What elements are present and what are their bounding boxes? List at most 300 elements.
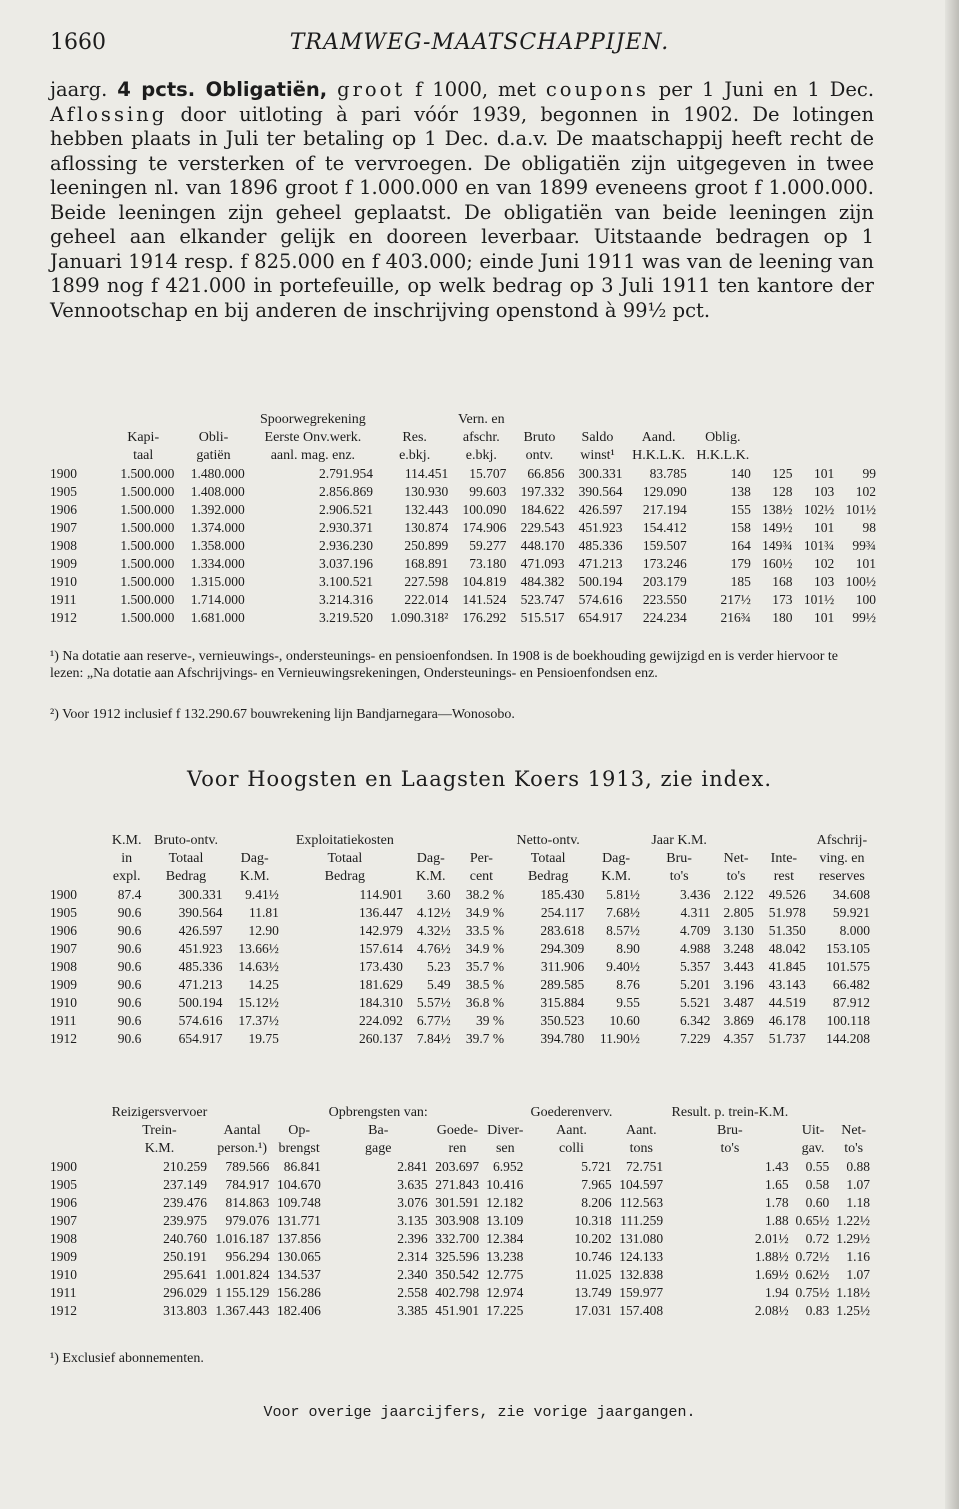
value-cell: 101½	[803, 592, 835, 607]
value-cell: 11.90½	[599, 1031, 640, 1046]
spaced-word-aflossing: Aflossing	[50, 102, 168, 126]
value-cell: 130.065	[277, 1249, 321, 1264]
year-cell: 1906	[50, 923, 77, 938]
value-cell: 137.856	[277, 1231, 321, 1246]
table-row	[50, 591, 880, 609]
value-cell: 12.775	[486, 1267, 524, 1282]
value-cell: 174.906	[462, 520, 507, 535]
value-cell: 451.901	[435, 1303, 480, 1318]
header-cell: Dag-	[416, 851, 445, 866]
value-cell: 12.90	[248, 923, 279, 938]
year-cell: 1905	[50, 484, 77, 499]
value-cell: 229.543	[520, 520, 565, 535]
value-cell: 1.500.000	[120, 520, 175, 535]
value-cell: 4.12½	[416, 905, 451, 920]
value-cell: 87.912	[832, 995, 870, 1010]
value-cell: 216¾	[720, 610, 751, 625]
value-cell: 101	[813, 466, 835, 481]
value-cell: 5.521	[679, 995, 711, 1010]
value-cell: 4.357	[723, 1031, 754, 1046]
header-cell	[793, 1104, 834, 1122]
header-cell: Diver-	[487, 1123, 524, 1138]
value-cell: 3.869	[723, 1013, 754, 1028]
value-cell: 1.090.318²	[390, 610, 449, 625]
value-cell: 2.841	[397, 1159, 428, 1174]
value-cell: 185	[730, 574, 751, 589]
header-cell: H.K.L.K.	[632, 448, 686, 463]
value-cell: 73.180	[469, 556, 507, 571]
value-cell: 8.206	[581, 1195, 612, 1210]
value-cell: 1.480.000	[190, 466, 245, 481]
header-cell: Per-	[469, 851, 493, 866]
table-header-row	[50, 832, 874, 850]
header-cell	[833, 1104, 874, 1122]
table-row	[50, 886, 874, 904]
table-row	[50, 1248, 874, 1266]
value-cell: 11.81	[248, 905, 279, 920]
header-cell	[50, 1104, 108, 1122]
value-cell: 153.105	[826, 941, 870, 956]
year-cell: 1905	[50, 905, 77, 920]
value-cell: 10.416	[486, 1177, 524, 1192]
value-cell: 98	[862, 520, 876, 535]
value-cell: 132.838	[619, 1267, 664, 1282]
intro-text-3: door uitloting à pari vóór 1939, begonnen in 1902. De lotingen hebben plaats in Juli ter betaling op 1 Dec. d.a.v. De maatschappij heeft recht de aflossing te versterken of te vervroegen. De obligatiën zijn uitgegeven in twee leeningen nl. van 1896 groot f 1.000.000 en van 1899 eveneens groot f 1.000.000. Beide leeningen zijn geheel geplaatst. De obligatiën van beide leeningen zijn geheel aan elkander gelijk en dooreen leverbaar. Uitstaande bedragen op 1 Januari 1914 resp. f 825.000 en f 403.000; einde Juni 1911 was van de leening van 1899 nog f 421.000 in portefeuille, op welk bedrag op 3 Juli 1911 ten kantore der Vennootschap en bij anderen de inschrijving openstond à 99½ pct.	[50, 102, 874, 322]
value-cell: 5.81½	[606, 887, 640, 902]
value-cell: 1.500.000	[120, 466, 175, 481]
value-cell: 394.780	[540, 1031, 585, 1046]
value-cell: 4.709	[679, 923, 711, 938]
value-cell: 1.07	[846, 1177, 870, 1192]
value-cell: 1.016.187	[215, 1231, 270, 1246]
value-cell: 109.748	[277, 1195, 321, 1210]
value-cell: 104.670	[277, 1177, 321, 1192]
value-cell: 240.760	[163, 1231, 207, 1246]
year-cell: 1912	[50, 1031, 77, 1046]
header-cell: Reizigersvervoer	[111, 1105, 208, 1120]
header-cell: e.bkj.	[465, 448, 497, 463]
value-cell: 1.392.000	[190, 502, 245, 517]
value-cell: 90.6	[117, 959, 142, 974]
value-cell: 1.69½	[754, 1267, 789, 1282]
value-cell: 9.55	[616, 995, 640, 1010]
index-reference-heading: Voor Hoogsten en Laagsten Koers 1913, zie index.	[186, 767, 773, 791]
value-cell: 111.259	[620, 1213, 664, 1228]
header-cell: Aand.	[641, 430, 676, 445]
value-cell: 390.564	[578, 484, 623, 499]
value-cell: 34.9 %	[465, 905, 505, 920]
value-cell: 654.917	[578, 610, 623, 625]
value-cell: 2.558	[397, 1285, 428, 1300]
header-cell: winst¹	[580, 448, 615, 463]
header-cell: Aant.	[625, 1123, 657, 1138]
year-cell: 1900	[50, 466, 77, 481]
value-cell: 114.901	[359, 887, 403, 902]
value-cell: 448.170	[520, 538, 565, 553]
value-cell: 289.585	[540, 977, 585, 992]
value-cell: 46.178	[768, 1013, 806, 1028]
value-cell: 296.029	[163, 1285, 207, 1300]
value-cell: 315.884	[540, 995, 585, 1010]
value-cell: 87.4	[117, 887, 142, 902]
intro-text-2: per 1 Juni en 1 Dec.	[658, 78, 875, 101]
value-cell: 6.952	[493, 1159, 524, 1174]
value-cell: 1.94	[765, 1285, 789, 1300]
value-cell: 0.83	[805, 1303, 830, 1318]
value-cell: 90.6	[117, 977, 142, 992]
table-header-row	[50, 1104, 874, 1122]
value-cell: 0.72½	[795, 1249, 830, 1264]
value-cell: 784.917	[225, 1177, 270, 1192]
value-cell: 0.60	[805, 1195, 830, 1210]
value-cell: 99	[862, 466, 876, 481]
header-cell: Bedrag	[165, 869, 207, 884]
value-cell: 300.331	[178, 887, 223, 902]
header-cell: K.M.	[601, 869, 631, 884]
header-cell: to's	[844, 1141, 864, 1156]
value-cell: 1.500.000	[120, 574, 175, 589]
value-cell: 350.523	[540, 1013, 585, 1028]
header-cell	[377, 411, 452, 429]
table-header-row	[50, 411, 880, 429]
value-cell: 1.001.824	[215, 1267, 270, 1282]
value-cell: 59.277	[469, 538, 507, 553]
value-cell: 300.331	[578, 466, 623, 481]
header-cell: ving. en	[819, 851, 865, 866]
table-row	[50, 940, 874, 958]
header-cell	[50, 447, 108, 465]
value-cell: 7.84½	[416, 1031, 451, 1046]
spaced-word-groot: groot	[337, 78, 406, 101]
value-cell: 100½	[845, 574, 876, 589]
value-cell: 14.25	[248, 977, 279, 992]
header-cell: K.M.	[415, 869, 446, 884]
value-cell: 283.618	[540, 923, 585, 938]
table-header-row	[50, 447, 880, 465]
value-cell: 4.76½	[416, 941, 451, 956]
value-cell: 0.72	[805, 1231, 830, 1246]
header-cell: Obli-	[198, 430, 229, 445]
header-cell	[227, 832, 283, 850]
year-cell: 1906	[50, 502, 77, 517]
header-cell	[211, 1104, 273, 1122]
value-cell: 3.076	[397, 1195, 428, 1210]
header-cell: expl.	[112, 869, 141, 884]
value-cell: 332.700	[435, 1231, 480, 1246]
table-row	[50, 501, 880, 519]
page-edge-shadow	[945, 0, 959, 1509]
value-cell: 1.374.000	[190, 520, 245, 535]
value-cell: 2.856.869	[319, 484, 374, 499]
value-cell: 574.616	[178, 1013, 223, 1028]
table-row	[50, 573, 880, 591]
value-cell: 197.332	[520, 484, 565, 499]
header-cell	[588, 832, 644, 850]
header-cell: rest	[773, 869, 794, 884]
header-cell	[616, 1104, 668, 1122]
header-cell: Totaal	[327, 851, 363, 866]
value-cell: 101	[813, 610, 835, 625]
value-cell: 149½	[762, 520, 793, 535]
value-cell: 2.340	[397, 1267, 428, 1282]
intro-word: jaarg.	[50, 78, 108, 101]
header-cell: Oblig.	[705, 430, 741, 445]
table-row	[50, 1012, 874, 1030]
value-cell: 17.37½	[238, 1013, 279, 1028]
header-cell: ren	[448, 1141, 467, 1156]
value-cell: 10.202	[574, 1231, 612, 1246]
header-cell: Op-	[288, 1123, 311, 1138]
value-cell: 129.090	[642, 484, 687, 499]
table-header-row	[50, 1140, 874, 1158]
header-cell	[108, 411, 178, 429]
value-cell: 210.259	[163, 1159, 207, 1174]
value-cell: 1 155.129	[215, 1285, 270, 1300]
value-cell: 181.629	[359, 977, 403, 992]
header-cell: Jaar K.M.	[651, 833, 707, 848]
value-cell: 15.707	[469, 466, 507, 481]
value-cell: 44.519	[768, 995, 806, 1010]
header-cell: K.M.	[144, 1141, 175, 1156]
value-cell: 36.8 %	[465, 995, 505, 1010]
value-cell: 130.930	[404, 484, 449, 499]
value-cell: 2.936.230	[319, 538, 374, 553]
header-cell: Totaal	[530, 851, 566, 866]
year-cell: 1909	[50, 556, 77, 571]
value-cell: 10.60	[609, 1013, 640, 1028]
header-cell: taal	[133, 448, 154, 463]
value-cell: 138½	[762, 502, 793, 517]
header-cell: to's	[720, 1141, 740, 1156]
value-cell: 102	[813, 556, 835, 571]
value-cell: 402.798	[435, 1285, 480, 1300]
value-cell: 168	[772, 574, 793, 589]
header-cell: to's	[726, 869, 746, 884]
value-cell: 1.88½	[754, 1249, 789, 1264]
value-cell: 101.575	[826, 959, 870, 974]
header-cell: Saldo	[581, 430, 614, 445]
header-cell: reserves	[819, 869, 865, 884]
value-cell: 144.208	[826, 1031, 870, 1046]
value-cell: 3.037.196	[319, 556, 374, 571]
running-header: TRAMWEG-MAATSCHAPPIJEN.	[289, 30, 670, 55]
value-cell: 10.746	[574, 1249, 612, 1264]
table-row	[50, 609, 880, 627]
value-cell: 132.443	[404, 502, 449, 517]
value-cell: 156.286	[277, 1285, 321, 1300]
year-cell: 1907	[50, 520, 77, 535]
header-cell: Uit-	[801, 1123, 825, 1138]
header-cell: aanl. mag. enz.	[270, 448, 356, 463]
header-cell: ontv.	[525, 448, 554, 463]
value-cell: 17.031	[574, 1303, 612, 1318]
value-cell: 38.2 %	[465, 887, 505, 902]
value-cell: 182.406	[277, 1303, 321, 1318]
table-header-row	[50, 1122, 874, 1140]
year-cell: 1908	[50, 538, 77, 553]
year-cell: 1908	[50, 1231, 77, 1246]
value-cell: 1.334.000	[190, 556, 245, 571]
table-row	[50, 1212, 874, 1230]
header-cell: K.M.	[111, 833, 142, 848]
value-cell: 1.315.000	[190, 574, 245, 589]
value-cell: 484.382	[520, 574, 565, 589]
value-cell: 1.88	[765, 1213, 789, 1228]
header-cell	[432, 1104, 484, 1122]
value-cell: 38.5 %	[465, 977, 505, 992]
year-cell: 1905	[50, 1177, 77, 1192]
value-cell: 1.07	[846, 1267, 870, 1282]
header-cell: Totaal	[168, 851, 204, 866]
value-cell: 8.57½	[606, 923, 640, 938]
value-cell: 101¾	[803, 538, 835, 553]
header-cell: Net-	[841, 1123, 867, 1138]
value-cell: 90.6	[117, 1013, 142, 1028]
value-cell: 0.58	[805, 1177, 830, 1192]
value-cell: 103	[813, 574, 835, 589]
table-header-row	[50, 429, 880, 447]
header-cell: Dag-	[240, 851, 269, 866]
value-cell: 112.563	[619, 1195, 664, 1210]
value-cell: 2.805	[723, 905, 754, 920]
value-cell: 34.9 %	[465, 941, 505, 956]
header-cell	[455, 832, 508, 850]
value-cell: 6.342	[679, 1013, 711, 1028]
value-cell: 39 %	[476, 1013, 505, 1028]
header-cell	[50, 832, 108, 850]
value-cell: 184.622	[520, 502, 565, 517]
value-cell: 485.336	[578, 538, 623, 553]
header-cell: Opbrengsten van:	[328, 1105, 428, 1120]
value-cell: 9.40½	[606, 959, 640, 974]
value-cell: 9.41½	[245, 887, 279, 902]
value-cell: 138	[730, 484, 751, 499]
table-row	[50, 1230, 874, 1248]
value-cell: 8.000	[839, 923, 870, 938]
value-cell: 203.697	[435, 1159, 480, 1174]
value-cell: 1.78	[765, 1195, 789, 1210]
value-cell: 102	[855, 484, 876, 499]
year-cell: 1900	[50, 887, 77, 902]
value-cell: 311.906	[540, 959, 585, 974]
year-cell: 1910	[50, 1267, 77, 1282]
header-cell: colli	[559, 1141, 584, 1156]
value-cell: 979.076	[225, 1213, 270, 1228]
table-row	[50, 922, 874, 940]
value-cell: 51.350	[768, 923, 806, 938]
value-cell: 1.29½	[836, 1231, 870, 1246]
header-cell	[714, 832, 758, 850]
value-cell: 6.77½	[416, 1013, 451, 1028]
year-cell: 1910	[50, 995, 77, 1010]
header-cell: Bru-	[666, 851, 692, 866]
year-cell: 1912	[50, 1303, 77, 1318]
value-cell: 1.500.000	[120, 592, 175, 607]
header-cell: Res.	[402, 430, 427, 445]
table3-footnote: ¹) Exclusief abonnementen.	[50, 1351, 204, 1366]
header-cell: Bedrag	[324, 869, 366, 884]
year-cell: 1909	[50, 977, 77, 992]
value-cell: 185.430	[540, 887, 585, 902]
header-cell: Bruto	[523, 430, 556, 445]
header-cell: Ba-	[368, 1123, 389, 1138]
value-cell: 160½	[762, 556, 793, 571]
table-row	[50, 1194, 874, 1212]
value-cell: 13.238	[486, 1249, 524, 1264]
spaced-word-coupons: coupons	[545, 78, 649, 101]
value-cell: 34.608	[832, 887, 870, 902]
header-cell	[50, 1122, 108, 1140]
value-cell: 4.311	[680, 905, 711, 920]
value-cell: 2.930.371	[319, 520, 374, 535]
value-cell: 1.65	[765, 1177, 789, 1192]
header-cell	[568, 411, 626, 429]
value-cell: 224.092	[359, 1013, 403, 1028]
value-cell: 124.133	[619, 1249, 664, 1264]
value-cell: 1.18½	[836, 1285, 870, 1300]
header-cell	[178, 411, 248, 429]
value-cell: 3.385	[397, 1303, 428, 1318]
header-cell: sen	[495, 1141, 515, 1156]
value-cell: 485.336	[178, 959, 223, 974]
value-cell: 426.597	[178, 923, 223, 938]
value-cell: 14.63½	[238, 959, 279, 974]
value-cell: 157.614	[359, 941, 403, 956]
operating-table	[50, 832, 874, 1048]
value-cell: 33.5 %	[465, 923, 505, 938]
header-cell: Bedrag	[527, 869, 569, 884]
table-row	[50, 1284, 874, 1302]
table-row	[50, 904, 874, 922]
value-cell: 66.856	[527, 466, 565, 481]
value-cell: 1.16	[846, 1249, 870, 1264]
value-cell: 5.721	[581, 1159, 612, 1174]
value-cell: 130.874	[404, 520, 449, 535]
header-cell	[50, 411, 108, 429]
value-cell: 471.093	[520, 556, 565, 571]
value-cell: 3.219.520	[319, 610, 374, 625]
value-cell: 125	[772, 466, 793, 481]
value-cell: 250.899	[404, 538, 449, 553]
value-cell: 7.68½	[606, 905, 640, 920]
value-cell: 184.310	[359, 995, 403, 1010]
value-cell: 1.367.443	[215, 1303, 270, 1318]
value-cell: 11.025	[574, 1267, 612, 1282]
year-cell: 1911	[50, 1013, 77, 1028]
value-cell: 3.214.316	[319, 592, 374, 607]
value-cell: 173	[772, 592, 793, 607]
year-cell: 1906	[50, 1195, 77, 1210]
value-cell: 2.314	[397, 1249, 428, 1264]
value-cell: 141.524	[462, 592, 507, 607]
header-cell: Vern. en	[458, 412, 505, 427]
value-cell: 1.25½	[836, 1303, 870, 1318]
value-cell: 176.292	[462, 610, 507, 625]
value-cell: 12.182	[486, 1195, 524, 1210]
intro-paragraph	[50, 78, 874, 323]
value-cell: 51.978	[768, 905, 806, 920]
value-cell: 136.447	[359, 905, 403, 920]
header-cell	[627, 411, 691, 429]
value-cell: 10.318	[574, 1213, 612, 1228]
header-cell	[758, 832, 810, 850]
value-cell: 227.598	[404, 574, 449, 589]
value-cell: 471.213	[578, 556, 623, 571]
value-cell: 0.88	[846, 1159, 870, 1174]
value-cell: 390.564	[178, 905, 223, 920]
header-cell: Result. p. trein-K.M.	[671, 1105, 789, 1120]
table1-footnote-1: ¹) Na dotatie aan reserve-, vernieuwings-, ondersteunings- en pensioenfondsen. In 1908 is de boekhouding gewijzigd en is verder hiervoor te lezen: „Na dotatie aan Afschrijvings- en Vernieuwingsrekeningen, Ondersteunings- en Pensioenfondsen enz.	[50, 649, 838, 681]
